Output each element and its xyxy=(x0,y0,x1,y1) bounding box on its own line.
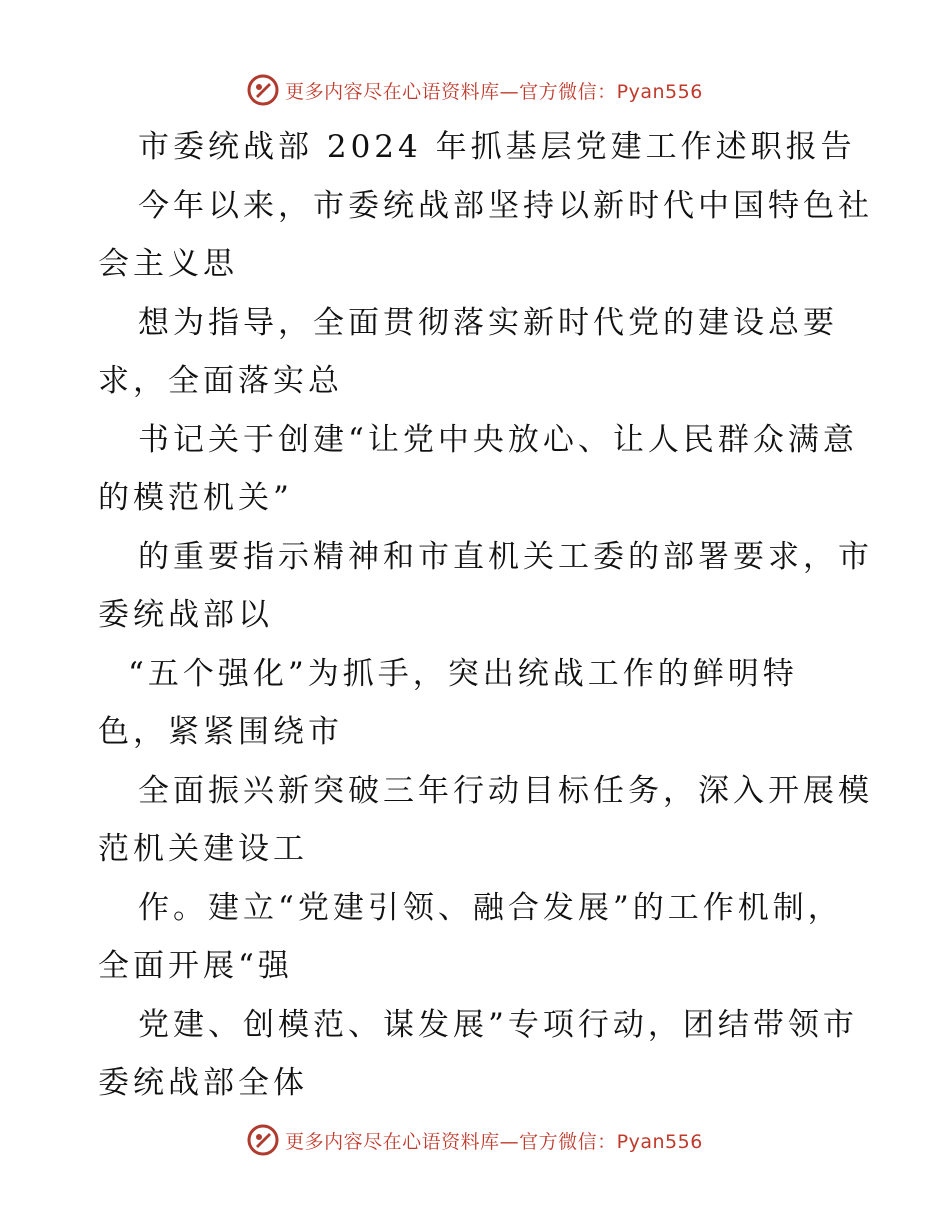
text-line: 委统战部全体 xyxy=(98,1065,308,1101)
text-line: 求，全面落实总 xyxy=(98,363,343,399)
text-line: 书记关于创建“让党中央放心、让人民群众满意 xyxy=(138,421,858,458)
text-line: 全面振兴新突破三年行动目标任务，深入开展模 xyxy=(138,772,873,809)
pen-logo-icon xyxy=(247,1124,279,1156)
watermark-text: 更多内容尽在心语资料库—官方微信：Pyan556 xyxy=(285,1130,703,1153)
text-line: 作。建立“党建引领、融合发展”的工作机制， xyxy=(138,889,843,926)
text-line: 委统战部以 xyxy=(98,597,273,633)
text-line: 色，紧紧围绕市 xyxy=(98,714,343,750)
watermark-text: 更多内容尽在心语资料库—官方微信：Pyan556 xyxy=(285,80,703,103)
text-line: 范机关建设工 xyxy=(98,831,308,867)
header-watermark xyxy=(0,70,950,110)
text-line: 的模范机关” xyxy=(98,480,293,516)
document-body xyxy=(98,118,873,1113)
text-line: 想为指导，全面贯彻落实新时代党的建设总要 xyxy=(138,304,838,341)
text-line: 党建、创模范、谋发展”专项行动，团结带领市 xyxy=(138,1006,858,1043)
text-line: “五个强化”为抓手，突出统战工作的鲜明特 xyxy=(128,655,798,692)
text-line: 的重要指示精神和市直机关工委的部署要求，市 xyxy=(138,538,873,575)
text-line: 今年以来，市委统战部坚持以新时代中国特色社 xyxy=(138,187,873,224)
pen-logo-icon xyxy=(247,74,279,106)
footer-watermark xyxy=(0,1120,950,1160)
document-title: 市委统战部 2024 年抓基层党建工作述职报告 xyxy=(138,129,856,165)
text-line: 会主义思 xyxy=(98,246,238,282)
text-line: 全面开展“强 xyxy=(98,948,293,984)
